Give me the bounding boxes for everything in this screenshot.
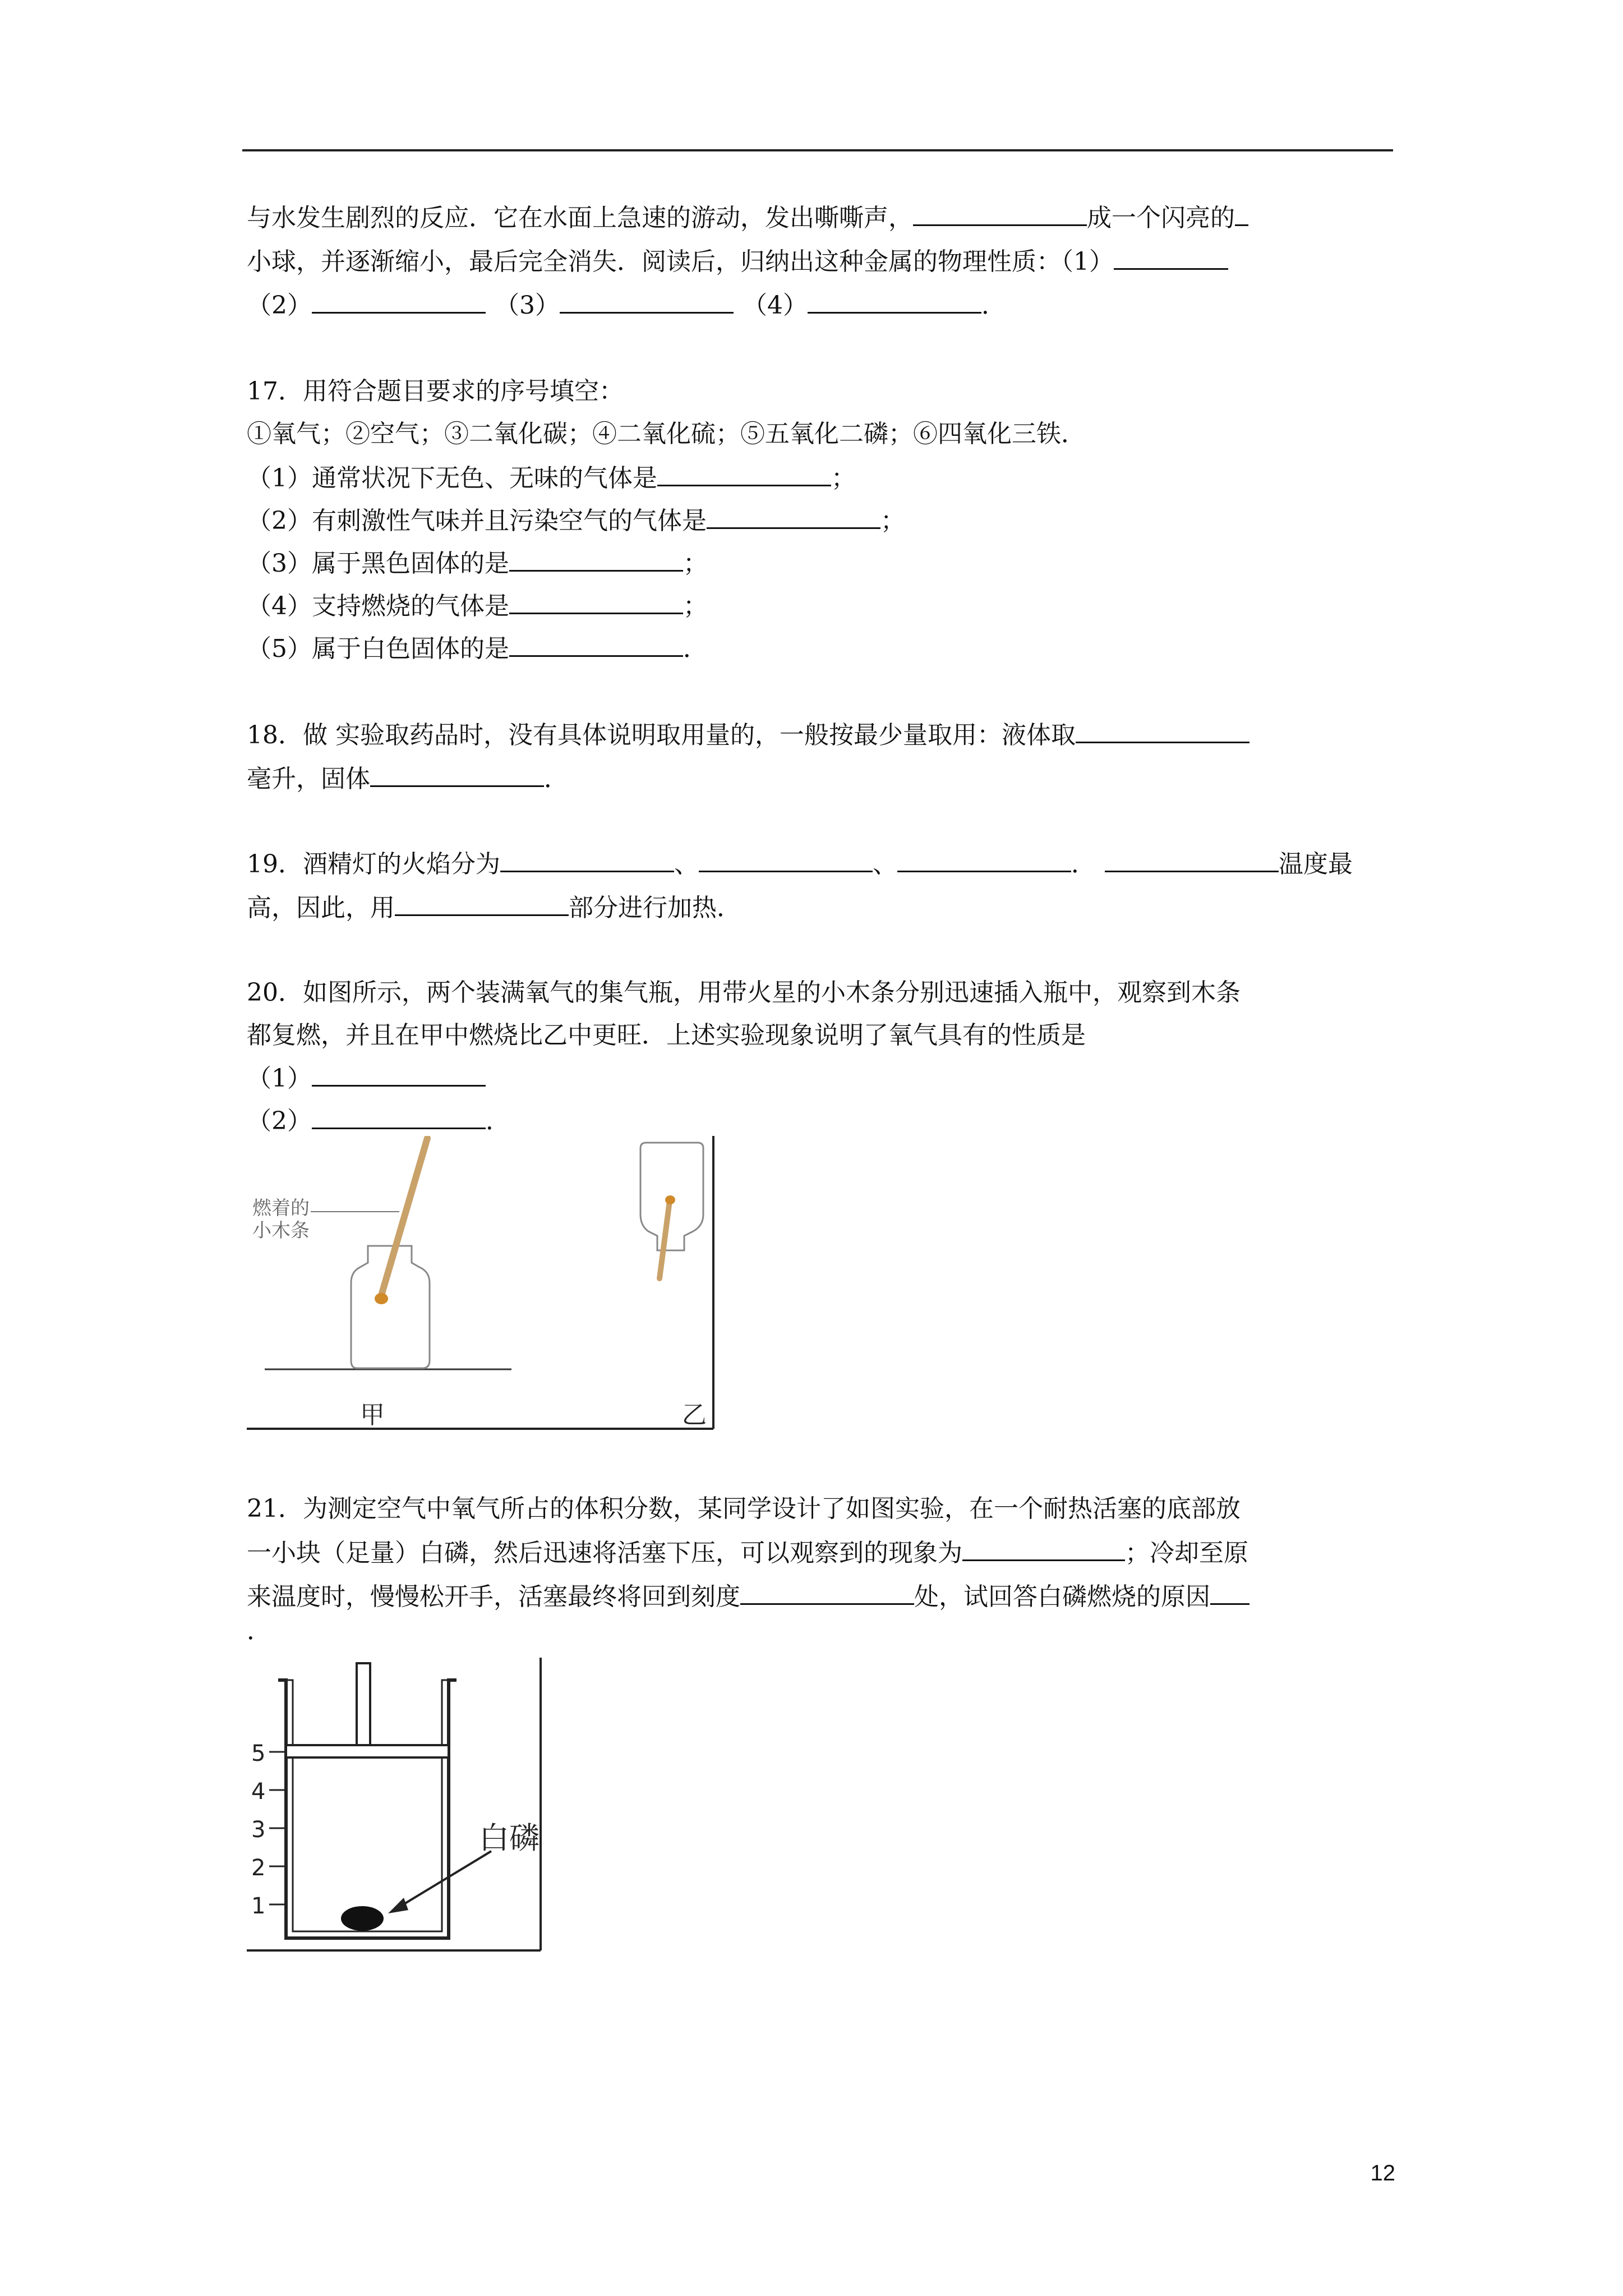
burning-stick-b xyxy=(660,1201,670,1278)
answer-blank[interactable] xyxy=(312,1062,486,1087)
q21-line4: ． xyxy=(247,1617,271,1645)
scale-tick-2: 2 xyxy=(251,1855,266,1881)
q20-answer-2: （2） ． xyxy=(247,1105,510,1137)
piston xyxy=(286,1745,449,1757)
q17-item-5: （5）属于白色固体的是 ． xyxy=(247,633,708,665)
q19-line1: 19．酒精灯的火焰分为 、 、 ． 温度最 xyxy=(247,848,1353,880)
q16-line2: 小球，并逐渐缩小，最后完全消失．阅读后，归纳出这种金属的物理性质：（1） xyxy=(247,246,1228,278)
q17-item-4: （4）支持燃烧的气体是 ； xyxy=(247,590,708,622)
q21-line3: 来温度时，慢慢松开手，活塞最终将回到刻度 处，试回答白磷燃烧的原因 xyxy=(247,1581,1249,1613)
q18-line1: 18．做 实验取药品时，没有具体说明取用量的，一般按最少量取用：液体取 xyxy=(247,719,1249,751)
q16-line3: （2） （3） （4） ． xyxy=(247,289,1006,321)
answer-blank[interactable] xyxy=(395,892,569,916)
q21-figure xyxy=(245,1658,559,1961)
q18-line2: 毫升，固体 ． xyxy=(247,763,569,795)
answer-blank[interactable] xyxy=(509,633,683,657)
q21-line1: 21．为测定空气中氧气所占的体积分数，某同学设计了如图实验，在一个耐热活塞的底部放 xyxy=(247,1494,1241,1523)
answer-blank[interactable] xyxy=(897,848,1071,872)
piston-rod xyxy=(357,1663,370,1752)
answer-blank[interactable] xyxy=(962,1537,1125,1561)
answer-blank[interactable] xyxy=(1105,848,1279,872)
q17-item-3: （3）属于黑色固体的是 ； xyxy=(247,547,708,579)
answer-blank[interactable] xyxy=(913,202,1087,226)
answer-blank[interactable] xyxy=(808,289,981,314)
q17-title: 17．用符合题目要求的序号填空： xyxy=(247,377,624,406)
answer-blank[interactable] xyxy=(509,590,683,614)
answer-blank[interactable] xyxy=(707,505,880,529)
answer-blank[interactable] xyxy=(1235,202,1248,226)
q20-line1: 20．如图所示，两个装满氧气的集气瓶，用带火星的小木条分别迅速插入瓶中，观察到木条 xyxy=(247,978,1241,1007)
scale-tick-3: 3 xyxy=(251,1817,266,1843)
answer-blank[interactable] xyxy=(560,289,734,314)
q20-line2: 都复燃，并且在甲中燃烧比乙中更旺．上述实验现象说明了氧气具有的性质是 xyxy=(247,1021,1086,1050)
white-phosphorus xyxy=(341,1906,384,1931)
header-rule xyxy=(242,149,1393,151)
figure-label-stick-1: 燃着的 xyxy=(252,1197,310,1220)
q20-figure xyxy=(245,1136,721,1433)
figure-label-stick-2: 小木条 xyxy=(252,1220,310,1242)
answer-blank[interactable] xyxy=(1210,1581,1249,1605)
q20-answer-1: （1） xyxy=(247,1062,486,1094)
jar-label-b: 乙 xyxy=(682,1401,707,1429)
scale-tick-5: 5 xyxy=(251,1741,266,1766)
answer-blank[interactable] xyxy=(500,848,674,872)
answer-blank[interactable] xyxy=(1114,246,1228,270)
answer-blank[interactable] xyxy=(509,547,683,572)
answer-blank[interactable] xyxy=(370,763,544,787)
answer-blank[interactable] xyxy=(657,462,831,486)
jar-label-a: 甲 xyxy=(360,1401,385,1429)
q19-line2: 高，因此，用 部分进行加热． xyxy=(247,892,741,924)
answer-blank[interactable] xyxy=(699,848,873,872)
scale-tick-4: 4 xyxy=(251,1779,266,1805)
q17-options: ①氧气；②空气；③二氧化碳；④二氧化硫；⑤五氧化二磷；⑥四氧化三铁． xyxy=(247,420,1086,448)
q21-line2: 一小块（足量）白磷，然后迅速将活塞下压，可以观察到的现象为 ；冷却至原 xyxy=(247,1537,1248,1569)
answer-blank[interactable] xyxy=(312,1105,486,1129)
q17-item-2: （2）有刺激性气味并且污染空气的气体是 ； xyxy=(247,505,905,537)
pointer-arrow xyxy=(396,1851,491,1909)
answer-blank[interactable] xyxy=(1076,719,1249,743)
answer-blank[interactable] xyxy=(312,289,486,314)
q17-item-1: （1）通常状况下无色、无味的气体是 ； xyxy=(247,462,856,494)
scale-tick-1: 1 xyxy=(251,1893,266,1919)
q16-line1: 与水发生剧烈的反应．它在水面上急速的游动，发出嘶嘶声， 成一个闪亮的 xyxy=(247,202,1248,234)
phosphorus-label: 白磷 xyxy=(479,1820,540,1856)
answer-blank[interactable] xyxy=(740,1581,914,1605)
page-number: 12 xyxy=(1370,2161,1395,2185)
burning-stick-a xyxy=(381,1138,427,1295)
